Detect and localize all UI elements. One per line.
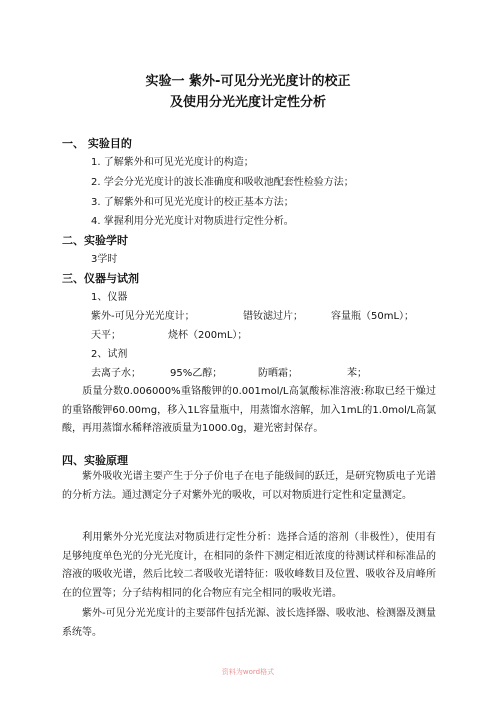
objective-item-2: 2. 学会分光光度计的波长准确度和吸收池配套性检验方法；	[91, 177, 354, 188]
principle-text-2: 利用紫外分光光度法对物质进行定性分析：选择合适的溶剂（非极性），使用有足够纯度单色光的分光光度计，在相同的条件下测定相近浓度的待测试样和标准品的溶液的吸收光谱，然后比较二者吸收光谱特征：吸收峰数目及位置、吸收谷及肩峰所在的位置等；分子结构相同的化合物应有完全相同的吸收光谱。	[62, 532, 436, 599]
section3-heading: 三、仪器与试剂	[62, 272, 139, 285]
title-line-1: 实验一 紫外-可见分光光度计的校正	[145, 74, 351, 89]
reagent-item: 95%乙醇；	[170, 368, 223, 379]
reagent-preparation-text: 质量分数0.006000%重铬酸钾的0.001mol/L高氯酸标准溶液:称取已经干燥过的重铬酸钾60.00mg，移入1L容量瓶中，用蒸馏水溶解，加入1mL的1.0mol/L高氯酸，再用蒸馏水稀释溶液质量为1000.0g，避光密封保存。	[62, 386, 436, 434]
objective-item-1: 1. 了解紫外和可见光光度计的构造；	[91, 157, 254, 168]
watermark-footer: 资料为word格式	[221, 668, 275, 676]
section1-heading: 一、 实验目的	[62, 137, 132, 150]
instruments-subheading: 1、仪器	[91, 292, 128, 303]
reagent-item: 去离子水；	[91, 368, 141, 379]
principle-paragraph-1	[62, 468, 436, 505]
reagent-item: 苯；	[347, 368, 367, 379]
principle-paragraph-3	[62, 605, 436, 642]
objective-item-3: 3. 了解紫外和可见光光度计的校正基本方法；	[91, 197, 294, 208]
instrument-item: 紫外-可见分光光度计；	[91, 311, 195, 322]
objective-item-4: 4. 掌握利用分光光度计对物质进行定性分析。	[91, 216, 294, 227]
class-hours: 3学时	[91, 254, 118, 265]
principle-text-1: 紫外吸收光谱主要产生于分子价电子在电子能级间的跃迁，是研究物质电子光谱的分析方法。通过测定分子对紫外光的吸收，可以对物质进行定性和定量测定。	[62, 471, 436, 501]
section4-heading: 四、实验原理	[62, 454, 128, 467]
reagents-subheading: 2、试剂	[91, 349, 128, 360]
principle-paragraph-2	[62, 529, 436, 603]
reagent-item: 防晒霜；	[258, 368, 298, 379]
reagent-preparation-paragraph	[62, 383, 436, 439]
title-line-2: 及使用分光光度计定性分析	[169, 95, 326, 110]
instrument-item: 容量瓶（50mL）；	[331, 311, 415, 322]
instrument-item: 天平；	[91, 330, 121, 341]
section2-heading: 二、实验学时	[62, 234, 128, 247]
instrument-item: 镨钕滤过片；	[243, 311, 303, 322]
principle-text-3: 紫外-可见分光光度计的主要部件包括光源、波长选择器、吸收池、检测器及测量系统等。	[62, 608, 436, 638]
instrument-item: 烧杯（200mL）；	[168, 330, 248, 341]
